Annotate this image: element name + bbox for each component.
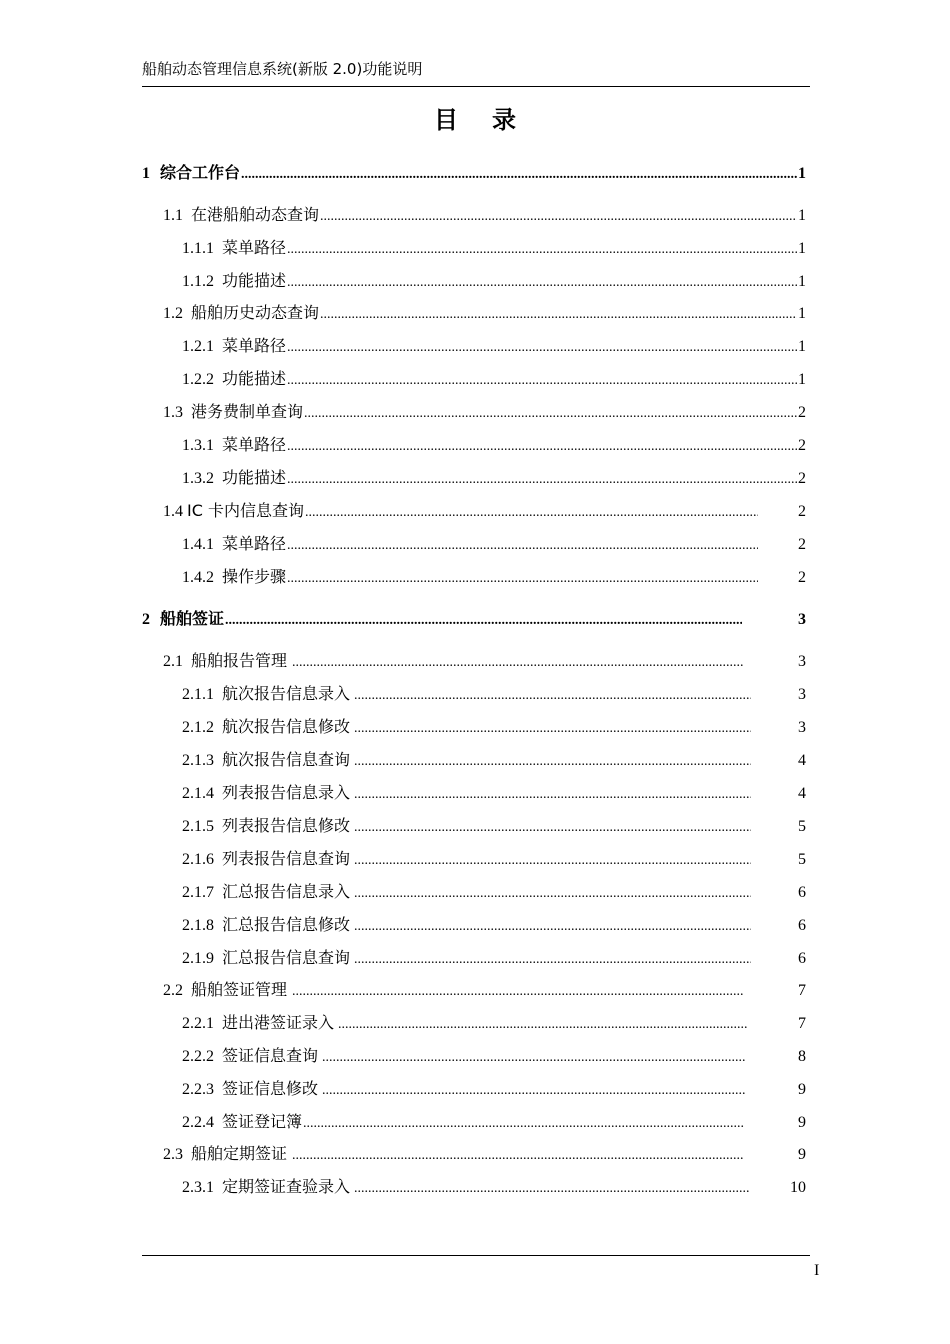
toc-entry-number: 2.1 [163, 653, 183, 670]
toc-entry-title: 菜单路径 [222, 435, 287, 454]
toc-entry-title: 船舶历史动态查询 [191, 303, 320, 322]
toc-entry-page: 7 [798, 1015, 806, 1032]
toc-entry-page: 3 [798, 653, 806, 670]
toc-entry-title: 菜单路径 [222, 238, 287, 257]
toc-entry[interactable] [182, 235, 806, 261]
toc-entry-page: 3 [798, 611, 806, 628]
toc-entry[interactable] [182, 1109, 806, 1135]
toc-entry[interactable] [182, 1174, 806, 1200]
dot-leader [287, 566, 758, 592]
toc-entry-number: 1.4.2 [182, 569, 214, 586]
toc-entry-number: 1.4 [163, 503, 183, 520]
toc-entry[interactable] [182, 714, 806, 740]
toc-title: 目录 [434, 106, 550, 134]
toc-entry-title: 汇总报告信息修改 [222, 915, 351, 934]
toc-entry-title: 港务费制单查询 [191, 402, 304, 421]
toc-entry-number: 1.4.1 [182, 536, 214, 553]
toc-entry[interactable] [182, 879, 806, 905]
toc-entry-page: 1 [798, 273, 806, 290]
toc-entry[interactable] [182, 813, 806, 839]
toc-entry-number: 1.3.1 [182, 437, 214, 454]
toc-entry-page: 1 [798, 338, 806, 355]
toc-entry-page: 5 [798, 818, 806, 835]
toc-entry-number: 2.1.3 [182, 752, 214, 769]
dot-leader [354, 947, 751, 973]
toc-entry[interactable] [142, 606, 806, 632]
toc-entry-number: 2.1.7 [182, 884, 214, 901]
toc-entry-title: 操作步骤 [222, 567, 287, 586]
toc-entry-page: 2 [798, 569, 806, 586]
toc-entry-title: 菜单路径 [222, 534, 287, 553]
toc-entry-number: 1.3.2 [182, 470, 214, 487]
toc-entry-title: 综合工作台 [160, 163, 241, 182]
toc-entry[interactable] [182, 366, 806, 392]
header-rule [142, 86, 810, 87]
toc-entry-page: 2 [798, 404, 806, 421]
dot-leader [292, 979, 744, 1005]
toc-entry-title: 定期签证查验录入 [222, 1177, 351, 1196]
toc-entry[interactable] [182, 780, 806, 806]
dot-leader [292, 650, 744, 676]
toc-entry[interactable] [163, 1141, 806, 1167]
footer-rule [142, 1255, 810, 1256]
toc-entry[interactable] [163, 977, 806, 1003]
toc-entry-page: 4 [798, 785, 806, 802]
toc-entry-page: 3 [798, 719, 806, 736]
toc-entry[interactable] [163, 202, 806, 228]
toc-entry-title: 功能描述 [222, 369, 287, 388]
toc-entry-page: 7 [798, 982, 806, 999]
dot-leader [305, 500, 758, 526]
toc-entry-page: 2 [798, 503, 806, 520]
toc-entry[interactable] [182, 268, 806, 294]
running-header: 船舶动态管理信息系统(新版 2.0)功能说明 [142, 60, 423, 78]
toc-entry-page: 6 [798, 950, 806, 967]
dot-leader [354, 848, 751, 874]
toc-entry-number: 2.1.5 [182, 818, 214, 835]
toc-entry[interactable] [182, 1076, 806, 1102]
dot-leader [322, 1045, 746, 1071]
toc-entry[interactable] [142, 160, 806, 186]
toc-entry-title: 航次报告信息查询 [222, 750, 351, 769]
toc-entry[interactable] [182, 747, 806, 773]
toc-entry-number: 2.2.4 [182, 1114, 214, 1131]
dot-leader [287, 533, 758, 559]
toc-entry-title: 列表报告信息修改 [222, 816, 351, 835]
toc-entry-page: 1 [798, 165, 806, 182]
dot-leader [322, 1078, 746, 1104]
toc-entry[interactable] [182, 333, 806, 359]
toc-entry-title: 船舶定期签证 [191, 1144, 288, 1163]
toc-entry-title: 列表报告信息查询 [222, 849, 351, 868]
toc-entry-number: 2.1.8 [182, 917, 214, 934]
toc-entry[interactable] [163, 300, 806, 326]
dot-leader [354, 749, 751, 775]
toc-entry[interactable] [182, 945, 806, 971]
toc-entry-title: 航次报告信息修改 [222, 717, 351, 736]
dot-leader [354, 914, 751, 940]
toc-entry-page: 9 [798, 1114, 806, 1131]
toc-entry-number: 1.3 [163, 404, 183, 421]
toc-entry-page: 1 [798, 240, 806, 257]
toc-entry-number: 1.2 [163, 305, 183, 322]
toc-entry-number: 2.1.2 [182, 719, 214, 736]
toc-entry-number: 2.3 [163, 1146, 183, 1163]
dot-leader [303, 1111, 744, 1137]
dot-leader [354, 716, 751, 742]
dot-leader [225, 608, 742, 634]
toc-entry[interactable] [163, 498, 806, 524]
toc-entry-title: 汇总报告信息录入 [222, 882, 351, 901]
toc-entry-number: 2 [142, 611, 150, 628]
dot-leader [287, 335, 797, 361]
toc-entry[interactable] [182, 1043, 806, 1069]
toc-entry-title: 船舶签证 [160, 609, 225, 628]
toc-entry-page: 1 [798, 305, 806, 322]
toc-entry-number: 1.1 [163, 207, 183, 224]
dot-leader [304, 401, 797, 427]
toc-entry-title: 在港船舶动态查询 [191, 205, 320, 224]
dot-leader [354, 782, 751, 808]
dot-leader [354, 683, 751, 709]
toc-entry-title: 船舶报告管理 [191, 651, 288, 670]
toc-entry-page: 1 [798, 207, 806, 224]
toc-entry-number: 2.1.9 [182, 950, 214, 967]
toc-entry[interactable] [182, 912, 806, 938]
toc-entry-title: 航次报告信息录入 [222, 684, 351, 703]
dot-leader [320, 204, 797, 230]
toc-entry-title: IC 卡内信息查询 [187, 501, 304, 520]
toc-entry-page: 5 [798, 851, 806, 868]
toc-entry-page: 3 [798, 686, 806, 703]
toc-entry-number: 2.1.4 [182, 785, 214, 802]
toc-entry-title: 船舶签证管理 [191, 980, 288, 999]
toc-entry-number: 1.1.2 [182, 273, 214, 290]
toc-entry[interactable] [163, 648, 806, 674]
toc-entry[interactable] [182, 531, 806, 557]
toc-entry[interactable] [182, 846, 806, 872]
toc-entry[interactable] [182, 681, 806, 707]
toc-entry-number: 1 [142, 165, 150, 182]
dot-leader [287, 368, 797, 394]
toc-entry[interactable] [163, 399, 806, 425]
dot-leader [354, 815, 751, 841]
toc-entry-page: 2 [798, 536, 806, 553]
toc-entry-title: 签证登记簿 [222, 1112, 303, 1131]
dot-leader [354, 881, 751, 907]
toc-entry-number: 2.2.2 [182, 1048, 214, 1065]
toc-entry-title: 列表报告信息录入 [222, 783, 351, 802]
toc-entry-number: 2.2.3 [182, 1081, 214, 1098]
toc-entry-title: 功能描述 [222, 271, 287, 290]
toc-entry-page: 8 [798, 1048, 806, 1065]
toc-entry-number: 2.2.1 [182, 1015, 214, 1032]
toc-entry-number: 1.1.1 [182, 240, 214, 257]
toc-entry[interactable] [182, 465, 806, 491]
toc-entry-page: 9 [798, 1081, 806, 1098]
dot-leader [287, 270, 797, 296]
dot-leader [292, 1143, 744, 1169]
toc-entry-title: 菜单路径 [222, 336, 287, 355]
toc-entry-number: 1.2.2 [182, 371, 214, 388]
dot-leader [287, 434, 797, 460]
toc-entry-page: 10 [790, 1179, 806, 1196]
toc-entry-title: 签证信息修改 [222, 1079, 319, 1098]
toc-entry-number: 1.2.1 [182, 338, 214, 355]
toc-entry-title: 功能描述 [222, 468, 287, 487]
toc-entry-page: 1 [798, 371, 806, 388]
toc-entry[interactable] [182, 1010, 806, 1036]
dot-leader [287, 237, 797, 263]
dot-leader [320, 302, 797, 328]
toc-entry-page: 4 [798, 752, 806, 769]
toc-entry-title: 签证信息查询 [222, 1046, 319, 1065]
toc-entry-page: 6 [798, 917, 806, 934]
toc-entry-page: 6 [798, 884, 806, 901]
dot-leader [354, 1176, 750, 1202]
toc-entry-number: 2.2 [163, 982, 183, 999]
toc-entry-number: 2.1.1 [182, 686, 214, 703]
toc-entry-number: 2.1.6 [182, 851, 214, 868]
toc-entry-number: 2.3.1 [182, 1179, 214, 1196]
toc-entry-title: 汇总报告信息查询 [222, 948, 351, 967]
dot-leader [338, 1012, 748, 1038]
dot-leader [287, 467, 797, 493]
toc-entry-page: 2 [798, 470, 806, 487]
toc-entry-page: 9 [798, 1146, 806, 1163]
toc-entry[interactable] [182, 432, 806, 458]
page-number: I [814, 1262, 820, 1279]
toc-entry-title: 进出港签证录入 [222, 1013, 335, 1032]
dot-leader [241, 162, 797, 188]
toc-entry-page: 2 [798, 437, 806, 454]
toc-entry[interactable] [182, 564, 806, 590]
